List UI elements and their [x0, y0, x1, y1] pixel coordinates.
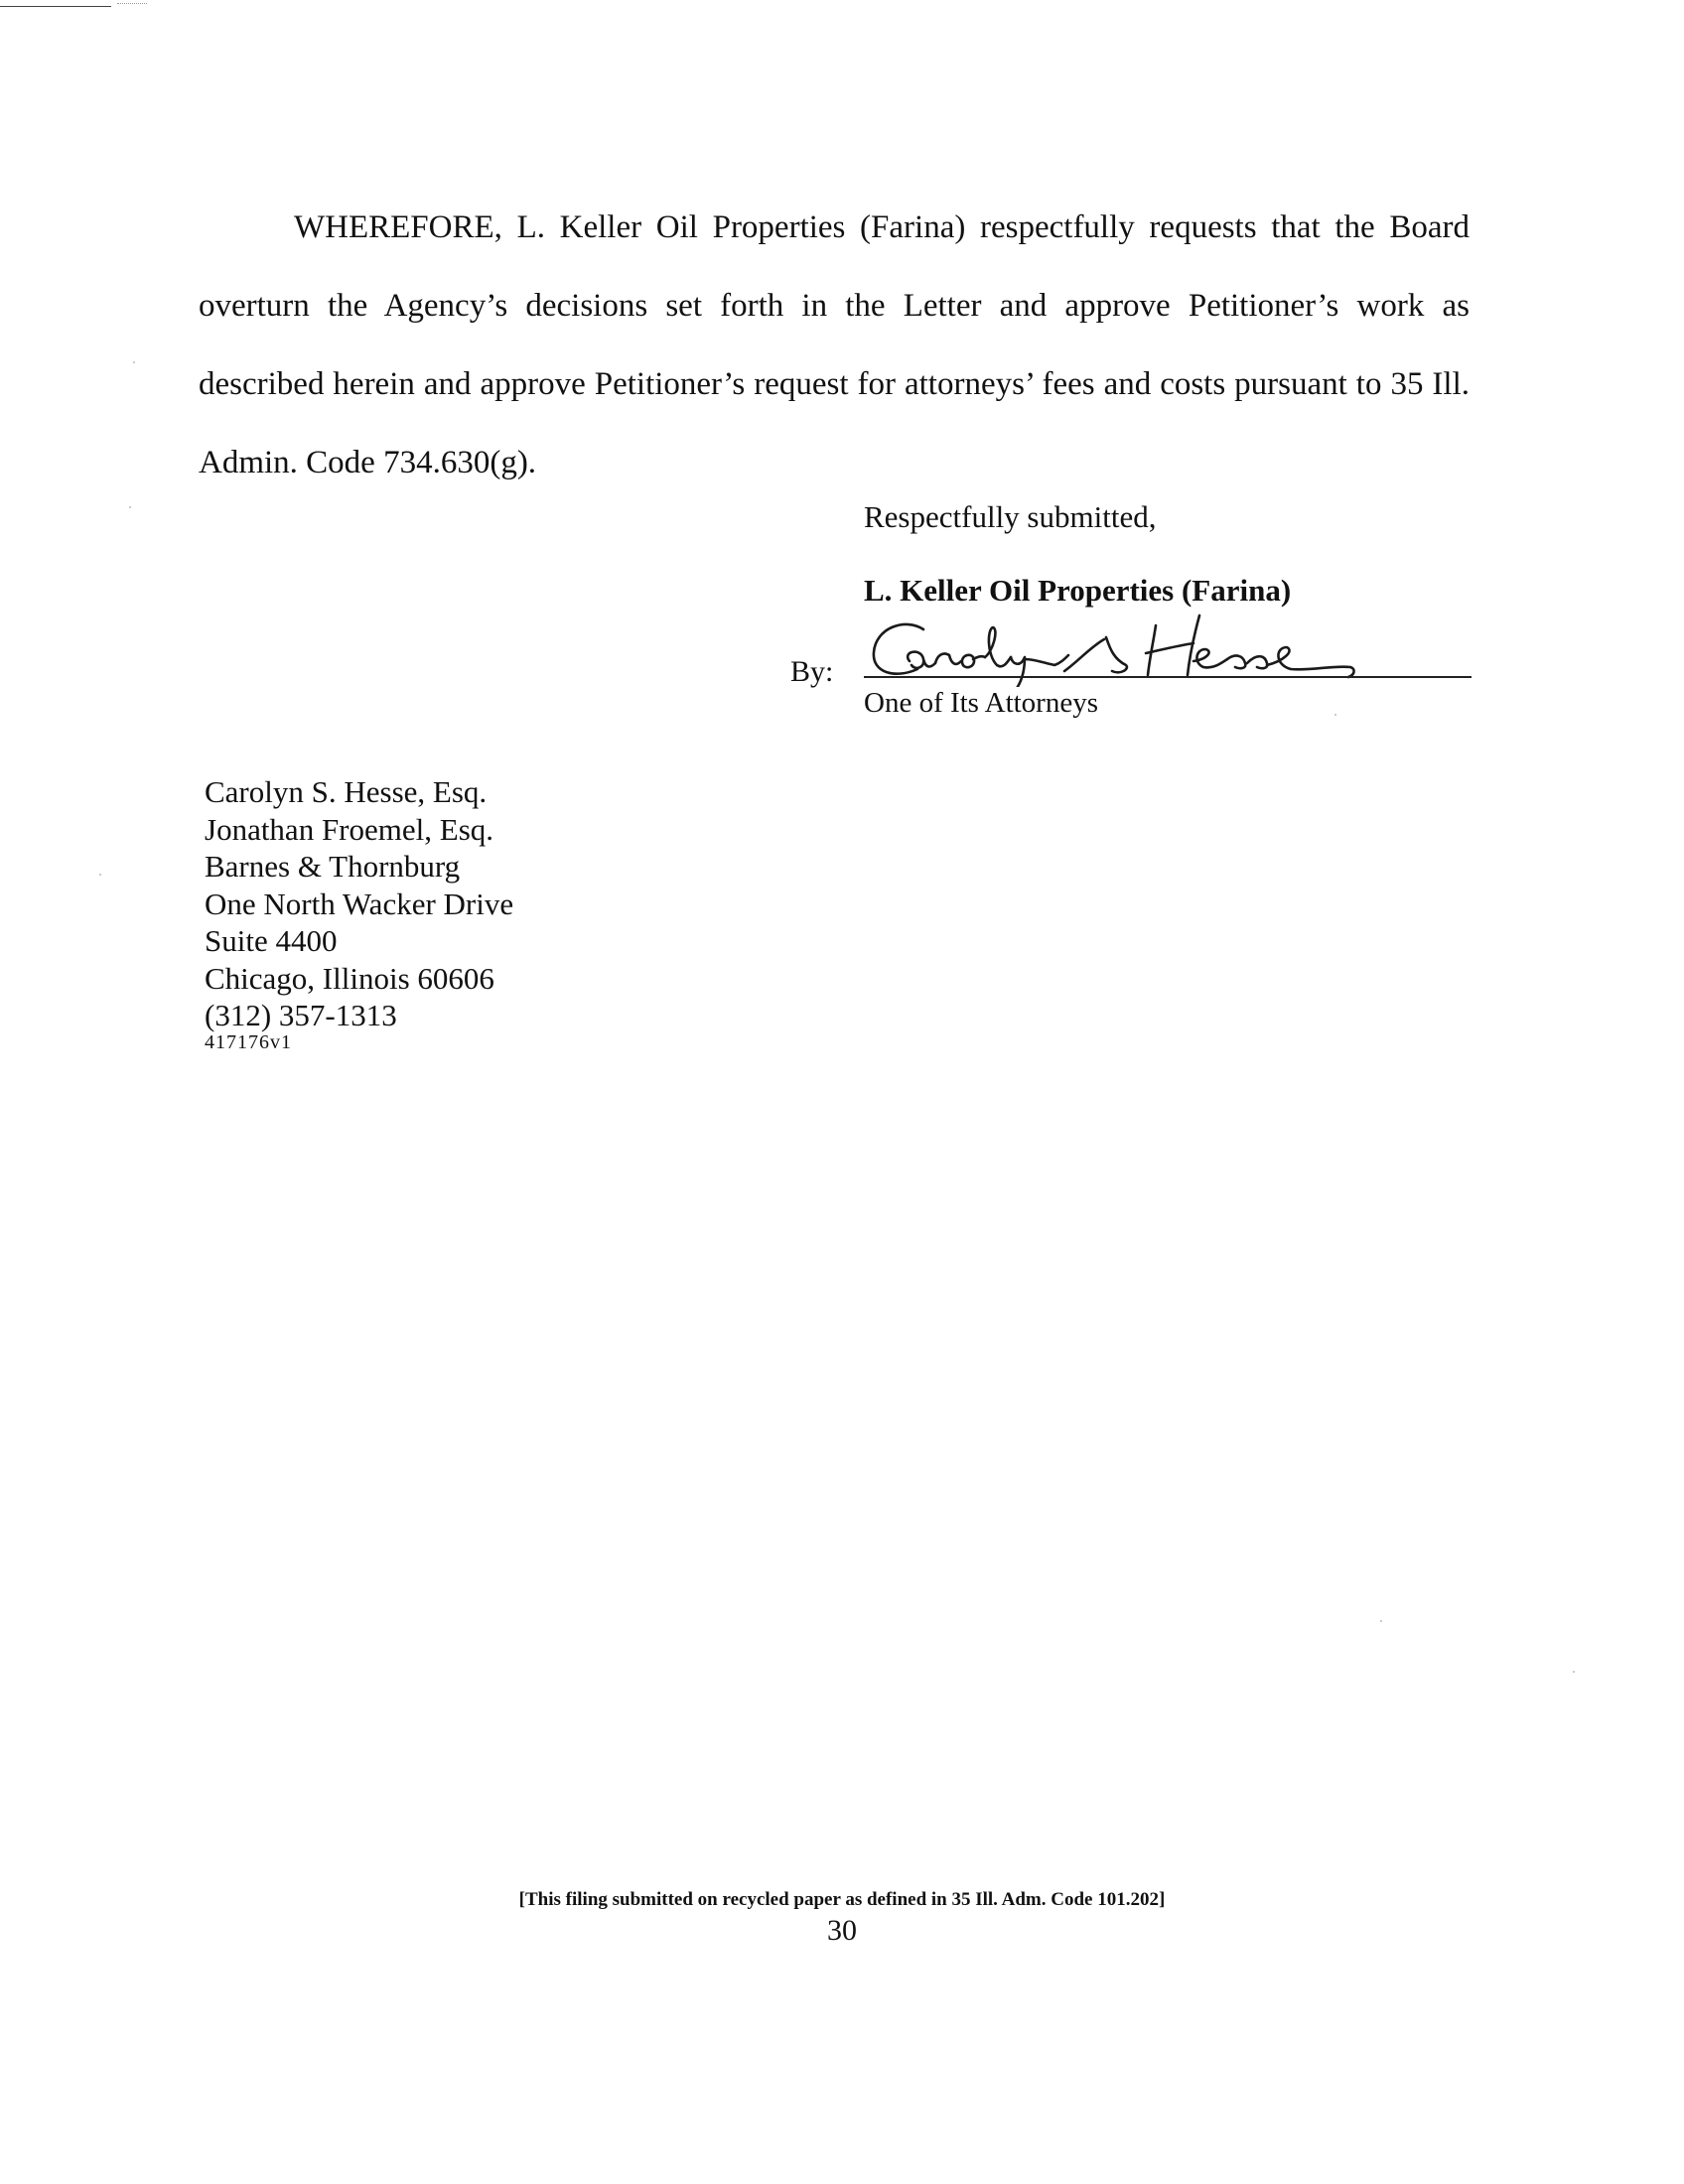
prayer-line-4: Admin. Code 734.630(g).	[199, 445, 537, 480]
address-line: Jonathan Froemel, Esq.	[205, 811, 494, 847]
closing-text: Respectfully submitted,	[864, 499, 1157, 534]
signer-role: One of Its Attorneys	[864, 687, 1098, 719]
address-line: (312) 357-1313	[205, 998, 397, 1032]
handwritten-signature	[866, 608, 1481, 687]
prayer-line-2: overturn the Agency’s decisions set forth in the Letter and approve Petitioner’s work as	[199, 288, 1470, 324]
scan-speck	[99, 874, 101, 876]
company-name: L. Keller Oil Properties (Farina)	[864, 573, 1292, 608]
scan-speck	[1573, 1671, 1575, 1673]
address-line: One North Wacker Drive	[205, 886, 514, 921]
prayer-line-3: described herein and approve Petitioner’s request for attorneys’ fees and costs pursuant to 35 Ill.	[199, 366, 1470, 402]
prayer-paragraph	[199, 189, 1470, 502]
attorney-address-block	[205, 773, 513, 1034]
scan-speck	[133, 361, 135, 363]
page-number: 30	[827, 1914, 857, 1947]
address-line: Suite 4400	[205, 923, 338, 958]
scan-speck	[129, 506, 131, 508]
scan-speck	[1334, 714, 1336, 716]
recycled-paper-note: [This filing submitted on recycled paper as defined in 35 Ill. Adm. Code 101.202]	[518, 1889, 1166, 1910]
scan-edge-dots	[117, 3, 147, 6]
scan-speck	[1380, 1620, 1382, 1622]
prayer-line-1: WHEREFORE, L. Keller Oil Properties (Farina) respectfully requests that the Board	[294, 209, 1470, 245]
address-line: Chicago, Illinois 60606	[205, 960, 494, 996]
signature-line	[864, 676, 1472, 678]
document-id: 417176v1	[205, 1031, 292, 1053]
scan-edge-mark	[0, 6, 111, 7]
by-label: By:	[790, 655, 834, 688]
address-line: Carolyn S. Hesse, Esq.	[205, 774, 488, 809]
address-line: Barnes & Thornburg	[205, 849, 461, 884]
